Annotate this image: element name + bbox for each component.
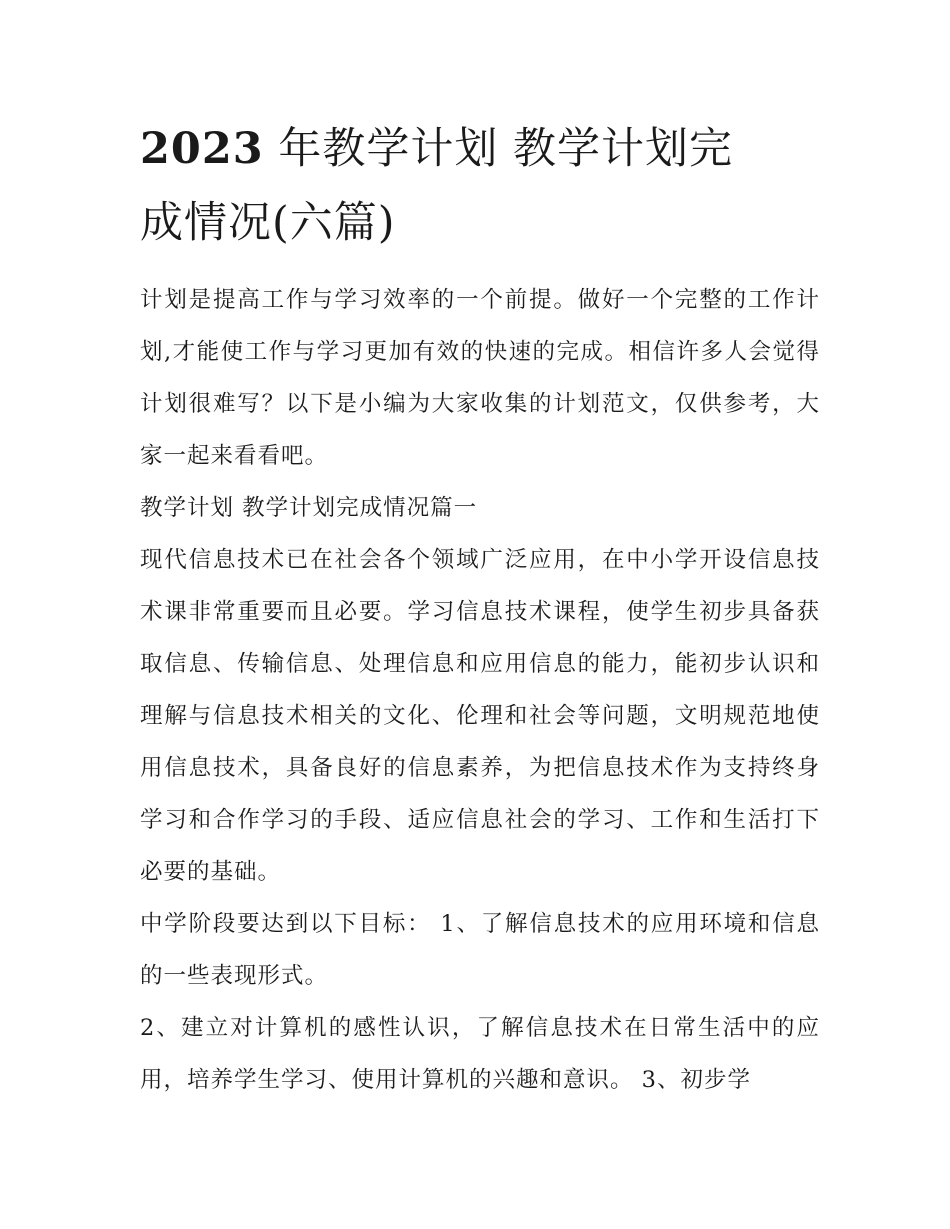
section-heading: 教学计划 教学计划完成情况篇一 [140, 495, 478, 521]
document-title [140, 112, 820, 260]
title-line-1-text: 年教学计划 教学计划完 [263, 124, 734, 174]
intro-paragraph: 计划是提高工作与学习效率的一个前提。做好一个完整的工作计划,才能使工作与学习更加有效的快速的完成。相信许多人会觉得计划很难写？以下是小编为大家收集的计划范文，仅供参考，大家一起来看看吧。 [140, 287, 820, 469]
body-paragraph: 中学阶段要达到以下目标： 1、了解信息技术的应用环境和信息的一些表现形式。 [140, 911, 820, 989]
document-content [140, 112, 820, 1106]
title-line-1 [140, 112, 820, 186]
body-paragraph: 现代信息技术已在社会各个领域广泛应用，在中小学开设信息技术课非常重要而且必要。学习信息技术课程，使学生初步具备获取信息、传输信息、处理信息和应用信息的能力，能初步认识和理解与信息技术相关的文化、伦理和社会等问题，文明规范地使用信息技术，具备良好的信息素养，为把信息技术作为支持终身学习和合作学习的手段、适应信息社会的学习、工作和生活打下必要的基础。 [140, 547, 820, 885]
body-paragraph: 2、建立对计算机的感性认识，了解信息技术在日常生活中的应用，培养学生学习、使用计算机的兴趣和意识。 3、初步学 [140, 1015, 820, 1093]
title-year: 2023 [140, 124, 264, 174]
title-line-2: 成情况(六篇) [140, 198, 396, 248]
